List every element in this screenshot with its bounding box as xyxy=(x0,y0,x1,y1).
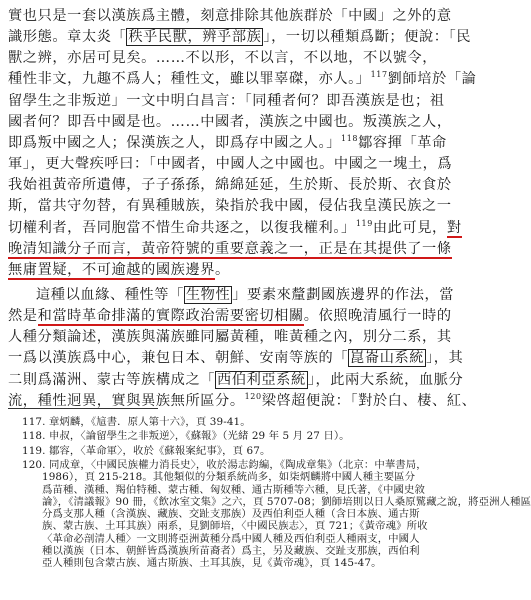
text-segment: 國者何？即吾中國是也。……中國者，漢族之中國也。叛漢族之人， xyxy=(8,113,452,130)
footnote-continuation: 分爲支那人種（含漢族、藏族、交趾支那族）及西伯利亞人種（含日本族、通古斯 xyxy=(42,508,420,521)
footnote-continuation: 〈革命必剖清人種〉一文則將亞洲黃種分爲中國人種及西伯利亞人種兩支，中國人 xyxy=(42,532,420,545)
text-segment: 鄒容揮「革命 xyxy=(358,134,447,151)
red-underlined-text: 無庸置疑，不可逾越的國族邊界 xyxy=(8,261,216,278)
footnote-continuation: 族、蒙古族、土耳其族）兩系，見劉師培，〈中國民族志〉，頁 721；《黃帝魂》所收 xyxy=(42,520,428,533)
boxed-term: 西伯利亞系統 xyxy=(217,371,306,388)
text-segment: 」，其 xyxy=(426,350,464,367)
text-line xyxy=(8,69,477,90)
footnote-entry: 120. 同成章，〈中國民族權力消長史〉，收於湯志鈞編，《陶成章集》（北京：中華書局， xyxy=(22,458,427,471)
text-line xyxy=(8,370,464,391)
text-line xyxy=(8,6,452,27)
footnote-continuation: 亞人種則包含蒙古族、通古斯族、土耳其族，見《黃帝魂》，頁 145-47。 xyxy=(42,557,382,570)
footnote-rule xyxy=(8,408,158,409)
footnote-ref: 119 xyxy=(355,218,373,228)
text-segment: 。 xyxy=(215,261,230,278)
footnote-ref: 118 xyxy=(341,133,359,143)
text-line xyxy=(8,48,437,69)
text-segment: 我始祖黃帝所遺傳，子子孫孫，綿綿延延，生於斯、長於斯、衣食於 xyxy=(8,177,452,194)
red-underlined-text: 對 xyxy=(446,219,462,236)
footnote-entry: 118. 申叔，〈論留學生之非叛逆〉，《蘇報》（光緒 29 年 5 月 27 日）。 xyxy=(22,430,350,443)
boxed-term: 秩乎民獸，辨乎部族 xyxy=(128,29,262,46)
text-line xyxy=(8,260,437,281)
text-segment: 一爲以漢族爲中心，兼包日本、朝鮮、安南等族的「 xyxy=(8,350,349,367)
text-segment: 這種以血緣、種性等「 xyxy=(36,286,184,303)
footnote-continuation: 種以漢族（日本、朝鮮皆爲漢族所苗裔者）爲主，另及藏族、交趾支那族，西伯利 xyxy=(42,545,420,557)
text-line xyxy=(8,91,445,112)
text-segment: 切權利者，吾同胞當不惜生命共逐之，以復我權利。」 xyxy=(8,219,356,236)
text-segment: 梁啓超便說：「對於白、棲、紅、 xyxy=(261,392,477,409)
text-line xyxy=(8,133,447,154)
text-segment: 即爲叛中國之人；保漢族之人，即爲存中國之人。」 xyxy=(8,134,342,151)
text-line xyxy=(8,218,462,239)
text-segment: 流，種性迥異，實與異族無所區分。 xyxy=(8,392,245,409)
footnote-continuation: 爲苗種、漢種、羯伯特種、蒙古種、匈奴種、通古斯種等六種，見氏著，《中國史敘 xyxy=(42,483,425,496)
footnote-entry: 119. 鄒容，〈革命軍〉，收於《蘇報案紀事》，頁 67。 xyxy=(22,444,271,457)
text-segment: 。依照晚清風行一時的 xyxy=(303,308,452,325)
text-segment: 由此可見， xyxy=(372,219,447,236)
text-line xyxy=(8,196,452,217)
text-line xyxy=(8,154,453,175)
text-line xyxy=(8,239,452,260)
text-segment: 軍」，更大聲疾呼曰：「中國者，中國人之中國也。中國之一塊土，爲 xyxy=(8,156,453,173)
red-underlined-text: 晚清知識分子而言，黃帝符號的重要意義之一，正是在其提供了一條 xyxy=(8,240,452,257)
text-segment: 獸之辨，亦居可見矣。……不以形，不以言，不以地，不以號令， xyxy=(8,50,437,67)
text-segment: 二則爲滿洲、蒙古等族構成之「 xyxy=(8,371,216,388)
text-line xyxy=(8,327,452,348)
text-segment: 劉師培於「論 xyxy=(387,71,477,88)
text-line xyxy=(8,175,452,196)
text-line xyxy=(8,27,472,48)
text-segment: 」，此兩大系統，血脈分 xyxy=(307,371,464,388)
text-segment: 人種分類論述，漢族與滿族雖同屬黃種，唯黃種之內，別分二系，其 xyxy=(8,329,452,346)
text-line xyxy=(8,348,464,369)
text-segment: 斯，當共守勿替，有異種賊族，染指於我中國，侵佔我皇漢民族之一 xyxy=(8,198,452,215)
red-underlined-text: 和當時革命排滿的實際政治需要密切相關 xyxy=(37,308,304,325)
boxed-term: 生物性 xyxy=(185,286,231,303)
footnote-ref: 117 xyxy=(370,70,388,80)
text-segment: 識形態。章太炎「 xyxy=(8,29,127,46)
text-segment: 」要素來釐劃國族邊界的作法，當 xyxy=(232,286,455,303)
text-segment: 然是 xyxy=(8,308,38,325)
text-segment: 種性非文，九趣不爲人；種性文，雖以罪辜磔，亦人。」 xyxy=(8,71,371,88)
boxed-term: 崑崙山系統 xyxy=(350,350,425,367)
footnote-entry: 117. 章炳麟，《訄書．原人第十六》，頁 39-41。 xyxy=(22,416,251,428)
text-segment: 留學生之非叛逆」一文中明白昌言：「同種者何？即吾漢族是也；祖 xyxy=(8,92,445,109)
text-segment: 」，一切以種類爲斷；便說：「民 xyxy=(263,29,472,46)
text-line xyxy=(8,285,455,306)
text-segment: 實也只是一套以漢族爲主體，刻意排除其他族群於「中國」之外的意 xyxy=(8,8,452,24)
text-line xyxy=(8,306,452,327)
text-line xyxy=(8,112,452,133)
footnote-continuation: 1986），頁 215-218。其他類似的分類系統尚多，如柒炳麟將中國人種主要區分 xyxy=(42,471,416,484)
footnote-ref: 120 xyxy=(244,391,262,401)
footnote-continuation: 論》，《清議報》90 冊，《飲冰室文集》之六，頁 5707-08；劉師培則以日人桑原騭藏之說，將亞洲人種區 xyxy=(42,495,531,508)
